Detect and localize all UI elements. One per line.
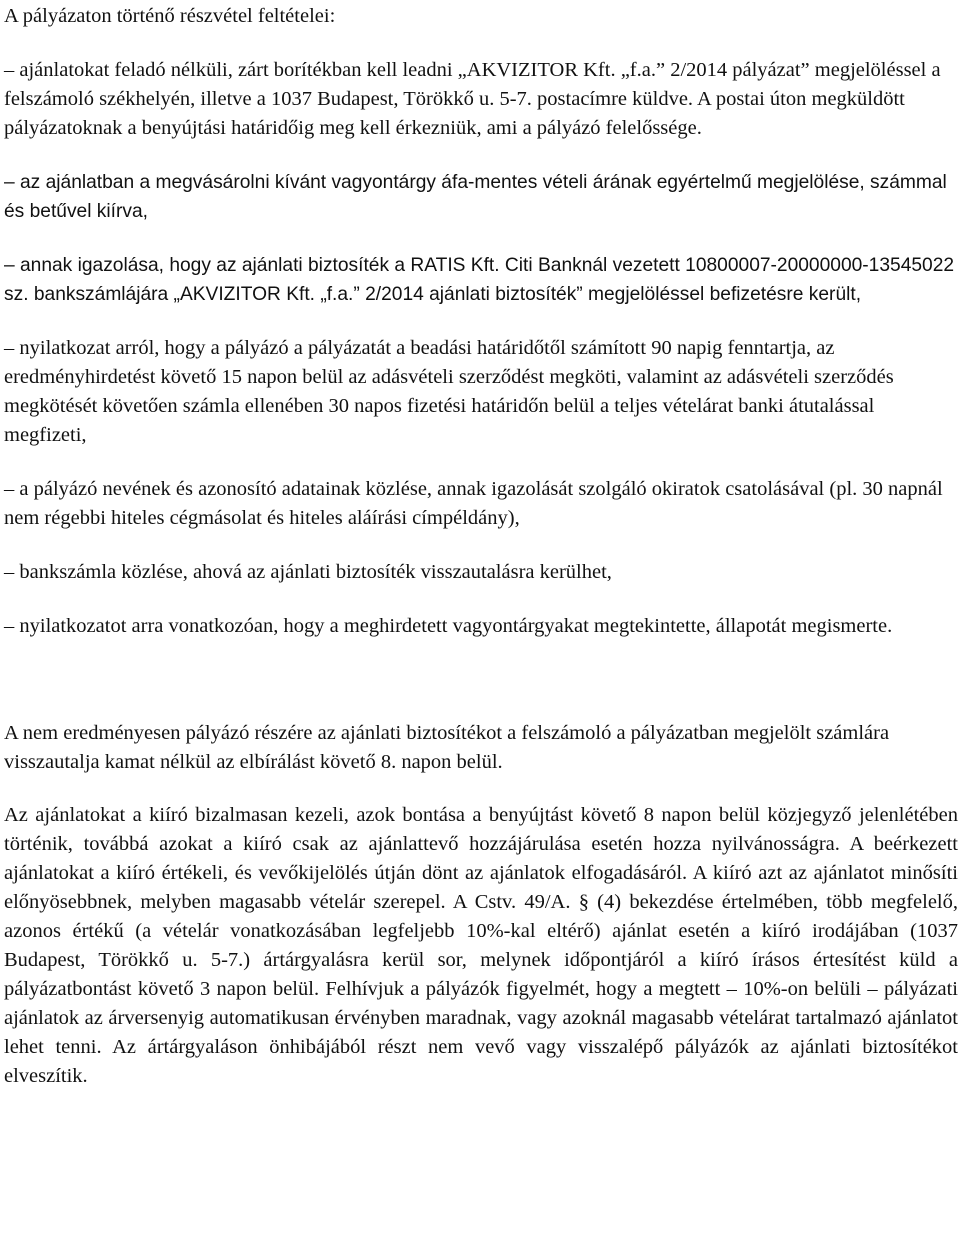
evaluation-paragraph: Az ajánlatokat a kiíró bizalmasan kezeli, azok bontása a benyújtást követő 8 napon belül közjegyző jelenlétében történik, továbbá azokat a kiíró csak az ajánlattevő hozzájárulása esetén hozza nyilvánosságra. A beérkezett ajánlatokat a kiíró értékeli, és vevőkijelölés útján dönt az ajánlatok elfogadásáról. A kiíró azt az ajánlatot minősíti előnyösebbnek, melyben magasabb vételár szerepel. A Cstv. 49/A. § (4) bekezdése értelmében, több megfelelő, azonos értékű (a vételár vonatkozásában legfeljebb 10%-kal eltérő) ajánlat esetén a kiíró irodájában (1037 Budapest, Törökkő u. 5-7.) ártárgyalásra kerül sor, melynek időpontjáról a kiíró írásos értesítést küld a pályázatbontást követő 3 napon belül. Felhívjuk a pályázók figyelmét, hogy a megtett – 10%-on belüli – pályázati ajánlatok az árversenyig automatikusan érvényben maradnak, vagy azoknál magasabb vételárat tartalmazó ajánlatot lehet tenni. Az ártárgyaláson önhibájából részt nem vevő vagy visszalépő pályázók az ajánlati biztosítékot elveszítik. xyxy=(4,804,958,1087)
refund-paragraph: A nem eredményesen pályázó részére az ajánlati biztosítékot a felszámoló a pályázatban megjelölt számlára visszautalja kamat nélkül az elbírálást követő 8. napon belül. xyxy=(4,722,890,773)
condition-item: – ajánlatokat feladó nélküli, zárt borítékban kell leadni „AKVIZITOR Kft. „f.a.” 2/2014 pályázat” megjelöléssel a felszámoló székhelyén, illetve a 1037 Budapest, Törökkő u. 5-7. postacímre küldve. A postai úton megküldött pályázatoknak a benyújtási határidőig meg kell érkezniük, ami a pályázó felelőssége. xyxy=(4,59,941,139)
condition-item: – az ajánlatban a megvásárolni kívánt vagyontárgy áfa-mentes vételi árának egyértelmű megjelölése, számmal és betűvel kiírva, xyxy=(4,172,947,222)
condition-item: – a pályázó nevének és azonosító adatainak közlése, annak igazolását szolgáló okiratok csatolásával (pl. 30 napnál nem régebbi hiteles cégmásolat és hiteles aláírási címpéldány), xyxy=(4,478,943,529)
condition-item: – nyilatkozatot arra vonatkozóan, hogy a meghirdetett vagyontárgyakat megtekintette, állapotát megismerte. xyxy=(4,615,893,637)
section-heading: A pályázaton történő részvétel feltételei: xyxy=(4,5,336,27)
document-page xyxy=(4,2,958,1115)
condition-item: – annak igazolása, hogy az ajánlati biztosíték a RATIS Kft. Citi Banknál vezetett 10800007-20000000-13545022 sz. bankszámlájára „AKVIZITOR Kft. „f.a.” 2/2014 ajánlati biztosíték” megjelöléssel befizetésre került, xyxy=(4,255,955,305)
condition-item: – nyilatkozat arról, hogy a pályázó a pályázatát a beadási határidőtől számított 90 napig fenntartja, az eredményhirdetést követő 15 napon belül az adásvételi szerződést megköti, valamint az adásvételi szerződés megkötését követően számla ellenében 30 napos fizetési határidőn belül a teljes vételárat banki átutalással megfizeti, xyxy=(4,337,894,446)
condition-item: – bankszámla közlése, ahová az ajánlati biztosíték visszautalásra kerülhet, xyxy=(4,561,612,583)
